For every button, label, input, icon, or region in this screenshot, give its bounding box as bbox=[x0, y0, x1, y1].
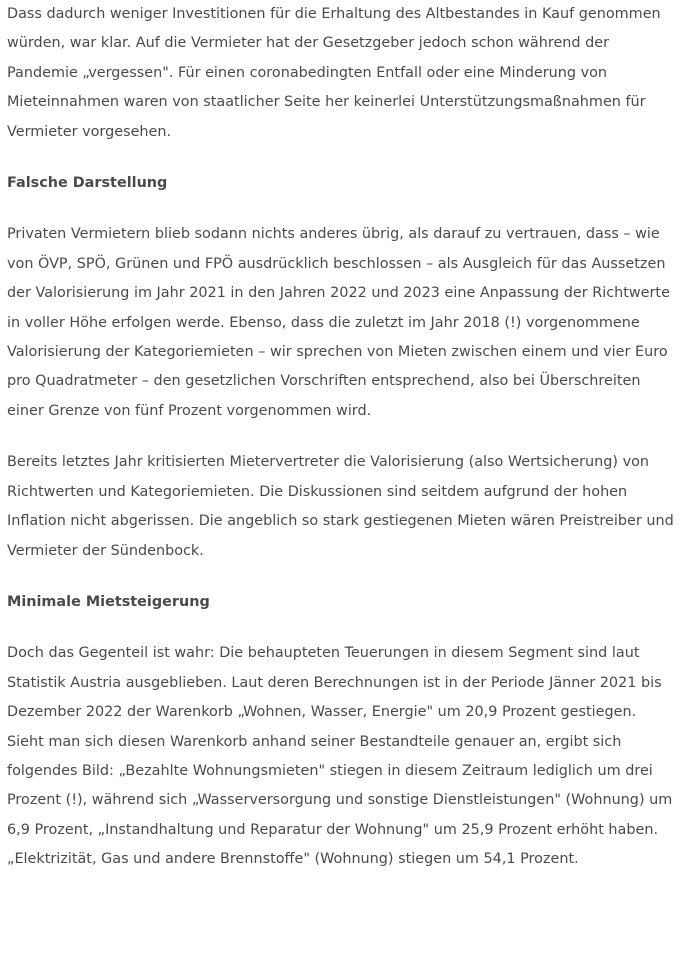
article-body bbox=[7, 0, 675, 875]
paragraph-tenant-representatives: Bereits letztes Jahr kritisierten Mietervertreter die Valorisierung (also Wertsicherung) von Richtwerten und Kategoriemieten. Die Diskussionen sind seitdem aufgrund der hohen Inflation nicht abgerissen. Die angeblich so stark gestiegenen Mieten wären Preistreiber und Vermieter der Sündenbock. bbox=[7, 454, 674, 559]
subheading-minimale-mietsteigerung: Minimale Mietsteigerung bbox=[7, 593, 210, 610]
paragraph-private-landlords: Privaten Vermietern blieb sodann nichts anderes übrig, als darauf zu vertrauen, dass – wie von ÖVP, SPÖ, Grünen und FPÖ ausdrücklich beschlossen – als Ausgleich für das Aussetzen der Valorisierung im Jahr 2021 in den Jahren 2022 und 2023 eine Anpassung der Richtwerte in voller Höhe erfolgen werde. Ebenso, dass die zuletzt im Jahr 2018 (!) vorgenommene Valorisierung der Kategoriemieten – wir sprechen von Mieten zwischen einem und vier Euro pro Quadratmeter – den gesetzlichen Vorschriften entsprechend, also bei Überschreiten einer Grenze von fünf Prozent vorgenommen wird. bbox=[7, 226, 670, 419]
paragraph-landlords-pandemic: Dass dadurch weniger Investitionen für die Erhaltung des Altbestandes in Kauf genommen würden, war klar. Auf die Vermieter hat der Gesetzgeber jedoch schon während der Pandemie „vergessen". Für einen coronabedingten Entfall oder eine Minderung von Mieteinnahmen waren von staatlicher Seite her keinerlei Unterstützungsmaßnahmen für Vermieter vorgesehen. bbox=[7, 6, 661, 140]
subheading-falsche-darstellung: Falsche Darstellung bbox=[7, 175, 168, 192]
paragraph-statistics: Doch das Gegenteil ist wahr: Die behaupteten Teuerungen in diesem Segment sind laut Statistik Austria ausgeblieben. Laut deren Berechnungen ist in der Periode Jänner 2021 bis Dezember 2022 der Warenkorb „Wohnen, Wasser, Energie" um 20,9 Prozent gestiegen. Sieht man sich diesen Warenkorb anhand seiner Bestandteile genauer an, ergibt sich folgendes Bild: „Bezahlte Wohnungsmieten" stiegen in diesem Zeitraum lediglich um drei Prozent (!), während sich „Wasserversorgung und sonstige Dienstleistungen" (Wohnung) um 6,9 Prozent, „Instandhaltung und Reparatur der Wohnung" um 25,9 Prozent erhöht haben. „Elektrizität, Gas und andere Brennstoffe" (Wohnung) stiegen um 54,1 Prozent. bbox=[7, 645, 673, 868]
